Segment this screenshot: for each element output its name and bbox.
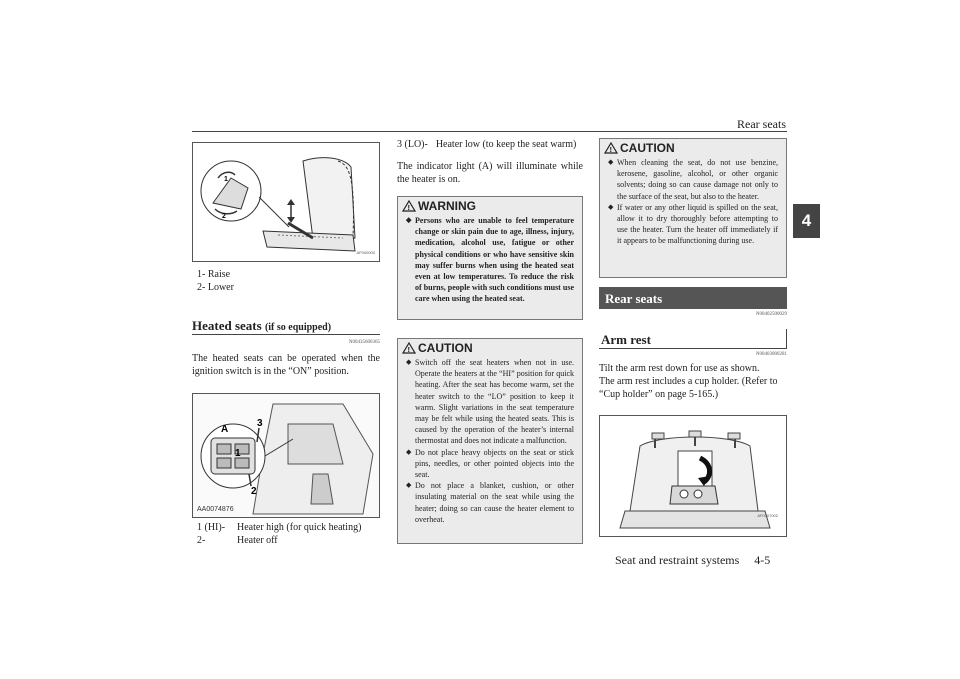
caution-item: ◆ When cleaning the seat, do not use benzine, kerosene, gasoline, alcohol, or other organic solvents; doing so can cause damage not only to the surface of the seat, but also to the heater. [608, 157, 778, 202]
figure-legend [197, 268, 234, 294]
heated-seats-heading [192, 318, 331, 334]
svg-text:1: 1 [224, 176, 228, 183]
arm-rest-heading: Arm rest [601, 332, 651, 347]
heading-rule [599, 348, 787, 349]
indicator-text: The indicator light (A) will illuminate while the heater is on. [397, 161, 583, 185]
caution-list [600, 157, 786, 251]
figure-code: AF0007002 [757, 513, 778, 518]
callout-3: 3 [257, 418, 263, 429]
switch-legend [197, 521, 387, 547]
legend-lower: 2- Lower [197, 282, 234, 293]
warning-label: WARNING [418, 199, 476, 213]
legend-value: Heater high (for quick heating) [237, 522, 362, 533]
callout-2: 2 [251, 486, 257, 497]
heater-switch-illustration [193, 394, 380, 518]
arm-rest-body: Tilt the arm rest down for use as shown. The arm rest includes a cup holder. (Refer to “Cup holder” on page 5-165.) [599, 363, 778, 400]
caution-triangle-icon [402, 342, 416, 354]
caution-item: ◆ Do not place heavy objects on the seat or stick pins, needles, or other pointed objects into the seat. [406, 447, 574, 481]
heater-switch-figure [192, 393, 380, 518]
legend-raise: 1- Raise [197, 269, 231, 280]
legend-key: 1 (HI)- [197, 522, 226, 533]
rear-seats-heading: Rear seats [599, 287, 787, 309]
caution-title [398, 339, 582, 357]
caution-item: ◆ Do not place a blanket, cushion, or other insulating material on the seat while using the heater; doing so can cause the heater element to overheat. [406, 480, 574, 525]
arm-rest-illustration [600, 416, 787, 537]
caution-box [397, 338, 583, 544]
heading-rule-end [786, 329, 787, 349]
seat-lift-illustration [193, 143, 380, 262]
caution-list [398, 357, 582, 529]
legend-key: 3 (LO)- [397, 139, 428, 150]
heated-seats-body: The heated seats can be operated when the ignition switch is in the “ON” position. [192, 353, 380, 377]
header-rule [192, 131, 787, 132]
caution-box [599, 138, 787, 278]
heading-qualifier: (if so equipped) [264, 322, 332, 333]
warning-list [398, 215, 582, 309]
legend-value: Heater low (to keep the seat warm) [435, 139, 577, 150]
section-code: N00435600365 [348, 340, 380, 345]
caution-triangle-icon [604, 142, 618, 154]
warning-title [398, 197, 582, 215]
heading-rule [192, 334, 380, 335]
arm-rest-figure [599, 415, 787, 537]
warning-triangle-icon [402, 200, 416, 212]
seat-lift-figure [192, 142, 380, 262]
caution-title [600, 139, 786, 157]
caution-item: ◆ If water or any other liquid is spilled on the seat, allow it to dry thoroughly before attempting to use the heater. Turn the heater off immediately if it appears to be malfunctioning during use. [608, 202, 778, 247]
legend-row [197, 534, 387, 547]
svg-text:!: ! [407, 205, 410, 212]
callout-1: 1 [235, 448, 241, 459]
figure-code: AF000000 [356, 250, 375, 255]
running-header: Rear seats [737, 117, 786, 131]
figure-code: AA0074876 [197, 506, 234, 513]
svg-text:2: 2 [222, 213, 226, 220]
page-footer: Seat and restraint systems 4-5 [615, 553, 771, 567]
caution-item: ◆ Switch off the seat heaters when not in use. Operate the heaters at the “HI” position for quick heating. After the seat has become warm, set the heater switch to the “LO” position to keep it warm. Slight variations in the seat temperature may be felt while using the heated seats. This is caused by the operation of the heater’s internal thermostat and does not indicate a malfunction. [406, 357, 574, 447]
legend-row [397, 138, 576, 151]
heading-text: Heated seats [192, 318, 262, 333]
legend-row [197, 521, 387, 534]
caution-label: CAUTION [620, 141, 675, 155]
warning-box [397, 196, 583, 320]
svg-text:!: ! [407, 347, 410, 354]
section-code: N00403000281 [755, 352, 787, 357]
callout-a: A [221, 424, 229, 435]
warning-item: ◆ Persons who are unable to feel temperature change or skin pain due to age, illness, injury, medication, alcohol use, fatigue or other physical conditions or who have sensitive skin may suffer burns when using the heated seat even at low temperatures. To reduce the risk of burns, people with such conditions must use care when using the heated seat. [406, 215, 574, 305]
legend-key: 2- [197, 535, 206, 546]
svg-text:!: ! [609, 147, 612, 154]
legend-value: Heater off [237, 535, 278, 546]
chapter-tab: 4 [793, 204, 820, 238]
section-code: N00402500029 [755, 312, 787, 317]
caution-label: CAUTION [418, 341, 473, 355]
